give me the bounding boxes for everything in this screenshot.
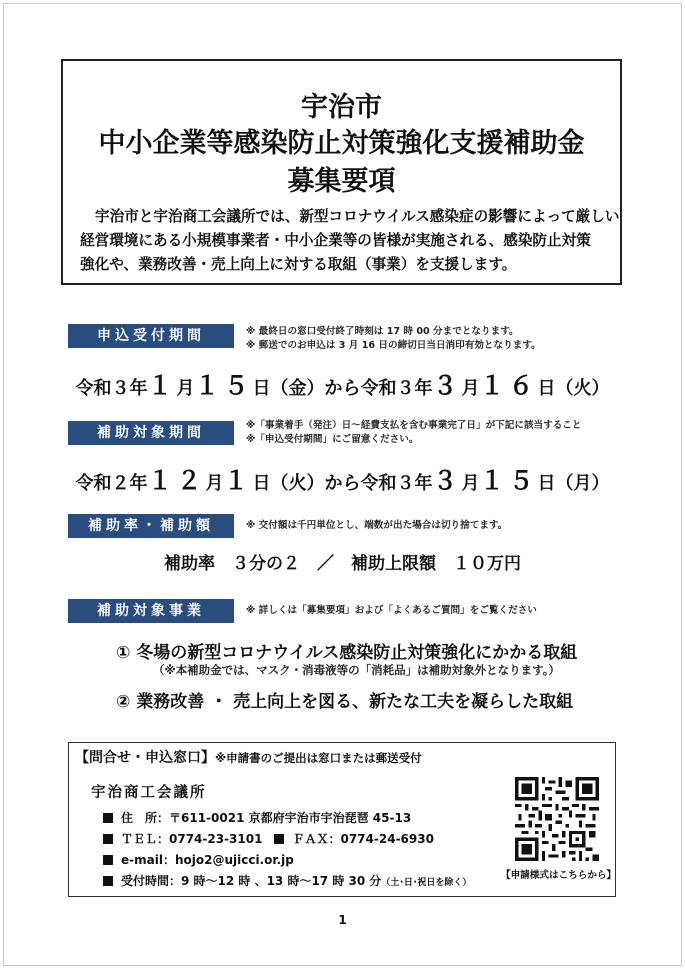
date-suffix: 月	[461, 473, 480, 494]
date-era: 令和３年	[75, 378, 148, 399]
projects-label: 補助対象事業	[68, 599, 234, 623]
subsidy-period-label: 補助対象期間	[68, 421, 234, 445]
date-day: １５	[479, 466, 538, 495]
fax-text: ＦＡＸ：0774-24-6930	[292, 832, 434, 846]
contact-heading-title: 【問合せ・申込窓口】	[75, 750, 215, 766]
date-suffix: 日	[252, 378, 271, 399]
note-line: ※「申込受付期間」にご留意ください。	[246, 434, 419, 445]
date-day: １５	[194, 371, 253, 400]
date-day: １６	[479, 371, 538, 400]
hours-text: 受付時間：9 時～12 時 、13 時～17 時 30 分	[121, 874, 382, 888]
hours-note: （土･日･祝日を除く）	[381, 878, 472, 888]
title-box	[61, 59, 622, 285]
project-item-1: ① 冬場の新型コロナウイルス感染防止対策強化にかかる取組	[116, 643, 578, 663]
application-period-label: 申込受付期間	[68, 324, 234, 348]
application-period-dates	[0, 366, 685, 402]
organization-name: 宇治商工会議所	[91, 785, 207, 801]
intro-line: 強化や、業務改善・売上向上に対する取組（事業）を支援します。	[80, 256, 517, 273]
tel-text: ＴＥＬ：0774-23-3101	[121, 832, 263, 846]
contact-email	[103, 851, 294, 868]
subsidy-rate-label: 補助率・補助額	[68, 514, 234, 538]
address-text: 住 所：〒611-0021 京都府宇治市宇治琵琶 45-13	[121, 811, 412, 825]
date-suffix: 月	[205, 473, 224, 494]
email-text[interactable]: e-mail：hojo2@ujicci.or.jp	[121, 853, 294, 867]
subsidy-period-dates	[0, 461, 685, 497]
qr-code-icon[interactable]	[515, 777, 599, 861]
project-item-1-note: （※本補助金では、マスク・消毒液等の「消耗品」は補助対象外となります。）	[153, 663, 561, 677]
date-era: 令和２年	[75, 473, 148, 494]
application-period-note	[246, 325, 541, 353]
date-dow: （火）から令和３年	[270, 473, 433, 494]
qr-caption: 【申請様式はこちらから】	[501, 870, 617, 881]
date-suffix: 日	[252, 473, 271, 494]
date-month: ３	[432, 371, 462, 400]
date-suffix: 月	[461, 378, 480, 399]
contact-address	[103, 809, 411, 826]
note-line: ※「事業着手（発注）日～経費支払を含む事業完了日」が下記に該当すること	[246, 420, 582, 431]
contact-hours	[103, 872, 471, 889]
date-suffix: 日	[537, 378, 556, 399]
date-dow: （金）から令和３年	[270, 378, 433, 399]
date-suffix: 月	[176, 378, 195, 399]
title-main: 中小企業等感染防止対策強化支援補助金	[98, 128, 585, 159]
bullet-square-icon	[274, 834, 284, 844]
contact-phone-fax	[103, 830, 434, 847]
projects-note: ※ 詳しくは「募集要項」および「よくあるご質問」をご覧ください	[246, 605, 537, 616]
date-day: １	[223, 466, 253, 495]
title-sub: 募集要項	[287, 166, 396, 197]
contact-heading	[75, 747, 422, 767]
bullet-square-icon	[103, 855, 113, 865]
subsidy-rate-note: ※ 交付額は千円単位とし、端数が出た場合は切り捨てます。	[246, 520, 508, 531]
date-month: １	[147, 371, 177, 400]
contact-box	[68, 742, 616, 897]
note-line: ※ 最終日の窓口受付終了時刻は 17 時 00 分までとなります。	[246, 326, 519, 337]
date-suffix: 日	[537, 473, 556, 494]
bullet-square-icon	[103, 876, 113, 886]
bullet-square-icon	[103, 834, 113, 844]
date-dow: （月）	[555, 473, 610, 494]
page-number: 1	[338, 913, 347, 927]
bullet-square-icon	[103, 813, 113, 823]
date-month: １２	[147, 466, 206, 495]
date-dow: （火）	[555, 378, 610, 399]
date-month: ３	[432, 466, 462, 495]
note-line: ※ 郵送でのお申込は 3 月 16 日の締切日当日消印有効となります。	[246, 340, 541, 351]
subsidy-rate-text: 補助率 ３分の２ ／ 補助上限額 １０万円	[164, 554, 521, 574]
intro-text	[80, 205, 620, 277]
subsidy-period-note	[246, 419, 582, 447]
project-item-2: ② 業務改善 ・ 売上向上を図る、新たな工夫を凝らした取組	[116, 692, 574, 712]
intro-line: 宇治市と宇治商工会議所では、新型コロナウイルス感染症の影響によって厳しい	[95, 208, 620, 225]
intro-line: 経営環境にある小規模事業者・中小企業等の皆様が実施される、感染防止対策	[80, 232, 591, 249]
title-city: 宇治市	[301, 92, 382, 123]
contact-heading-note: ※申請書のご提出は窓口または郵送受付	[215, 751, 422, 765]
